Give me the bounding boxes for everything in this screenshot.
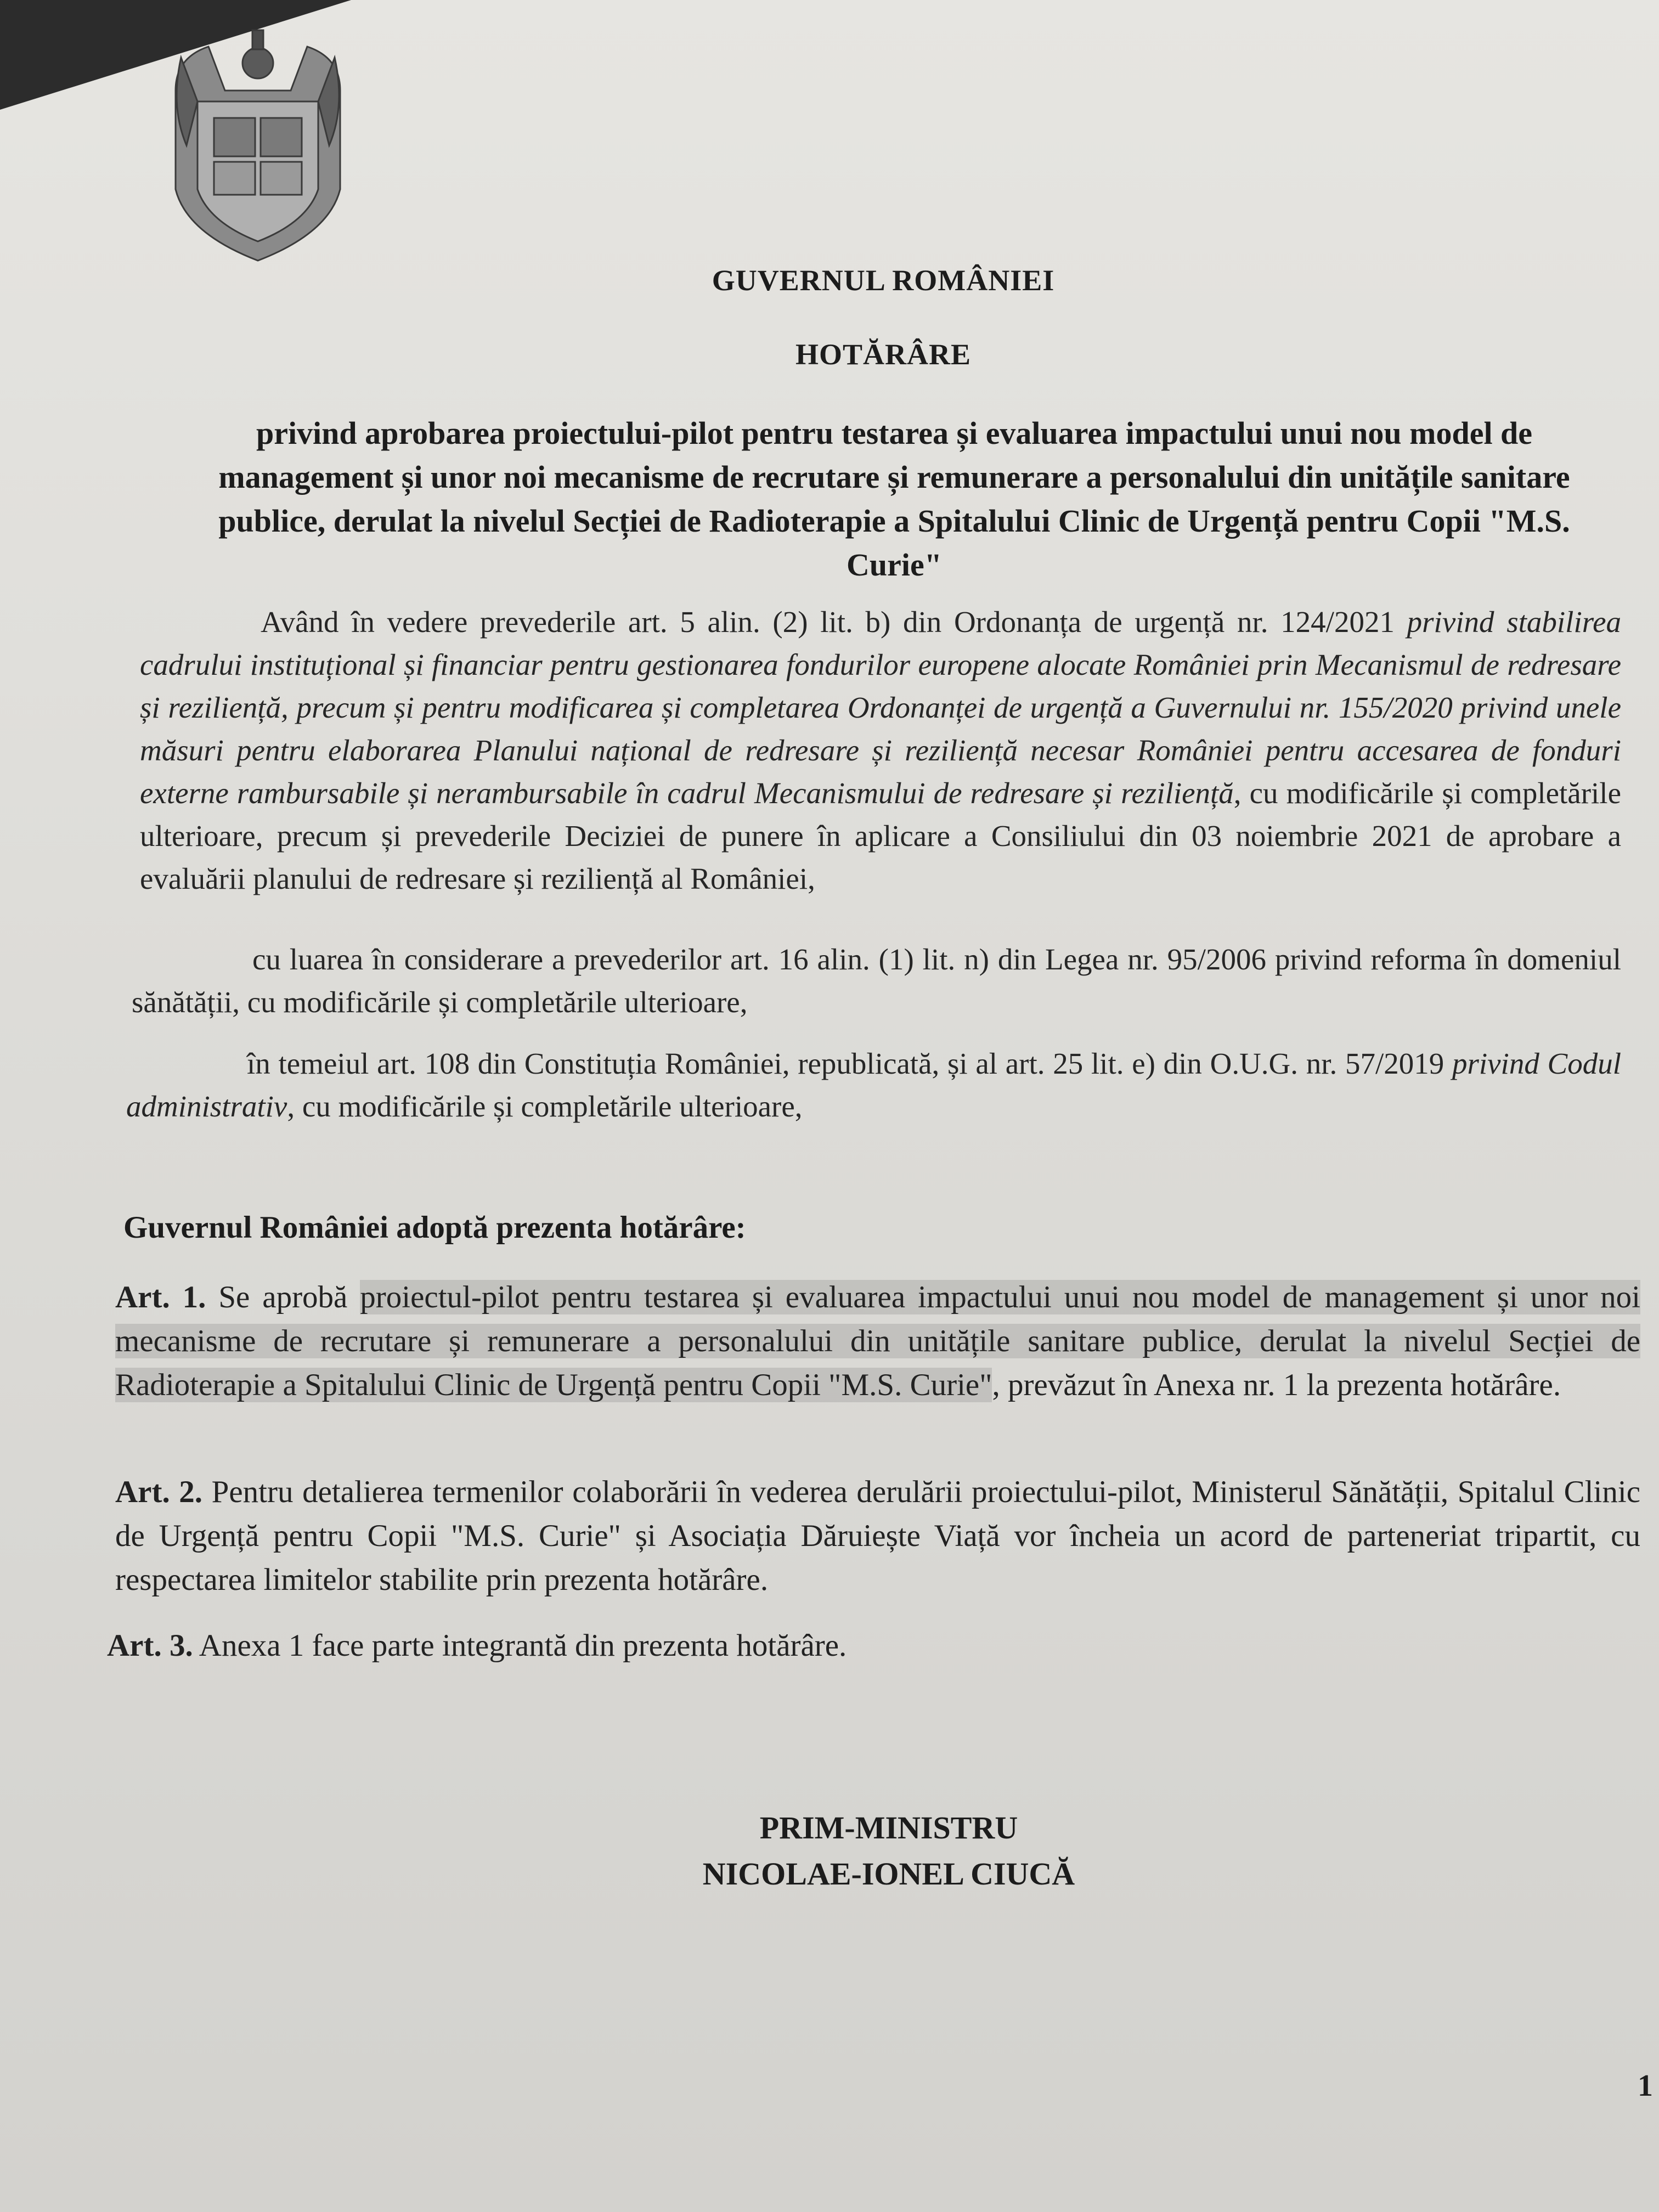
signature-title: PRIM-MINISTRU bbox=[759, 1810, 1018, 1846]
preamble-2-text: cu luarea în considerare a prevederilor art. 16 alin. (1) lit. n) din Legea nr. 95/2006 privind reforma în domeniul sănătății, cu modificările și completările ulterioare, bbox=[132, 943, 1621, 1019]
government-title: GUVERNUL ROMÂNIEI bbox=[712, 264, 1055, 297]
adoption-statement: Guvernul României adoptă prezenta hotărâre: bbox=[123, 1210, 746, 1245]
article-1-pre: Se aprobă bbox=[206, 1280, 360, 1314]
signature-name: NICOLAE-IONEL CIUCĂ bbox=[702, 1856, 1075, 1892]
coat-of-arms-icon bbox=[165, 25, 351, 266]
article-1 bbox=[115, 1276, 1640, 1407]
preamble-3-code-title: privind Codul administrativ bbox=[126, 1047, 1621, 1123]
article-3-label: Art. 3. bbox=[107, 1628, 193, 1663]
decision-subject: privind aprobarea proiectului-pilot pentru testarea și evaluarea impactului unui nou model de management și unor noi mecanisme de recrutare și remunerare a personalului din unitățile sanitare publice, derulat la nivelul Secției de Radioterapie a Spitalului Clinic de Urgență pentru Copii "M.S. Curie" bbox=[218, 415, 1570, 583]
article-1-post: , prevăzut în Anexa nr. 1 la prezenta hotărâre. bbox=[992, 1368, 1561, 1402]
preamble-3-end: , cu modificările și completările ulterioare, bbox=[287, 1090, 803, 1123]
preamble-3-start: în temeiul art. 108 din Constituția României, republicată, și al art. 25 lit. e) din O.U.G. nr. 57/2019 bbox=[247, 1047, 1452, 1080]
article-2 bbox=[115, 1470, 1640, 1602]
preamble-1-law-title: privind stabilirea cadrului instituțional și financiar pentru gestionarea fondurilor europene alocate României prin Mecanismul de redresare și reziliență, precum și pentru modificarea și completarea Ordonanței de urgență a Guvernului nr. 155/2020 privind unele măsuri pentru elaborarea Planului național de redresare și reziliență necesar României pentru accesarea de fonduri externe rambursabile și nerambursabile în cadrul Mecanismului de redresare și reziliență bbox=[140, 605, 1621, 810]
article-1-label: Art. 1. bbox=[115, 1280, 206, 1314]
preamble-1-end: , cu modificările și completările ulterioare, precum și prevederile Deciziei de punere în aplicare a Consiliului din 03 noiembrie 2021 de aprobare a evaluării planului de redresare și reziliență al României, bbox=[140, 776, 1621, 895]
preamble-paragraph-3 bbox=[126, 1042, 1621, 1128]
preamble-paragraph-1 bbox=[140, 601, 1621, 900]
article-1-highlighted-text: proiectul-pilot pentru testarea și evaluarea impactului unui nou model de management și unor noi mecanisme de recrutare și remunerare a personalului din unitățile sanitare publice, derulat la nivelul Secției de Radioterapie a Spitalului Clinic de Urgență pentru Copii "M.S. Curie" bbox=[115, 1280, 1640, 1402]
article-3 bbox=[107, 1624, 1632, 1668]
preamble-1-start: Având în vedere prevederile art. 5 alin. (2) lit. b) din Ordonanța de urgență nr. 124/2021 bbox=[261, 605, 1407, 639]
article-2-text: Pentru detalierea termenilor colaborării în vederea derulării proiectului-pilot, Ministerul Sănătății, Spitalul Clinic de Urgență pentru Copii "M.S. Curie" și Asociația Dăruiește Viață vor încheia un acord de parteneriat tripartit, cu respectarea limitelor stabilite prin prezenta hotărâre. bbox=[115, 1475, 1640, 1597]
document-type-title: HOTĂRÂRE bbox=[795, 338, 972, 371]
article-3-text: Anexa 1 face parte integrantă din prezenta hotărâre. bbox=[193, 1628, 847, 1663]
page-number: 1 bbox=[1638, 2069, 1653, 2103]
article-2-label: Art. 2. bbox=[115, 1475, 203, 1509]
preamble-paragraph-2 bbox=[132, 938, 1621, 1024]
